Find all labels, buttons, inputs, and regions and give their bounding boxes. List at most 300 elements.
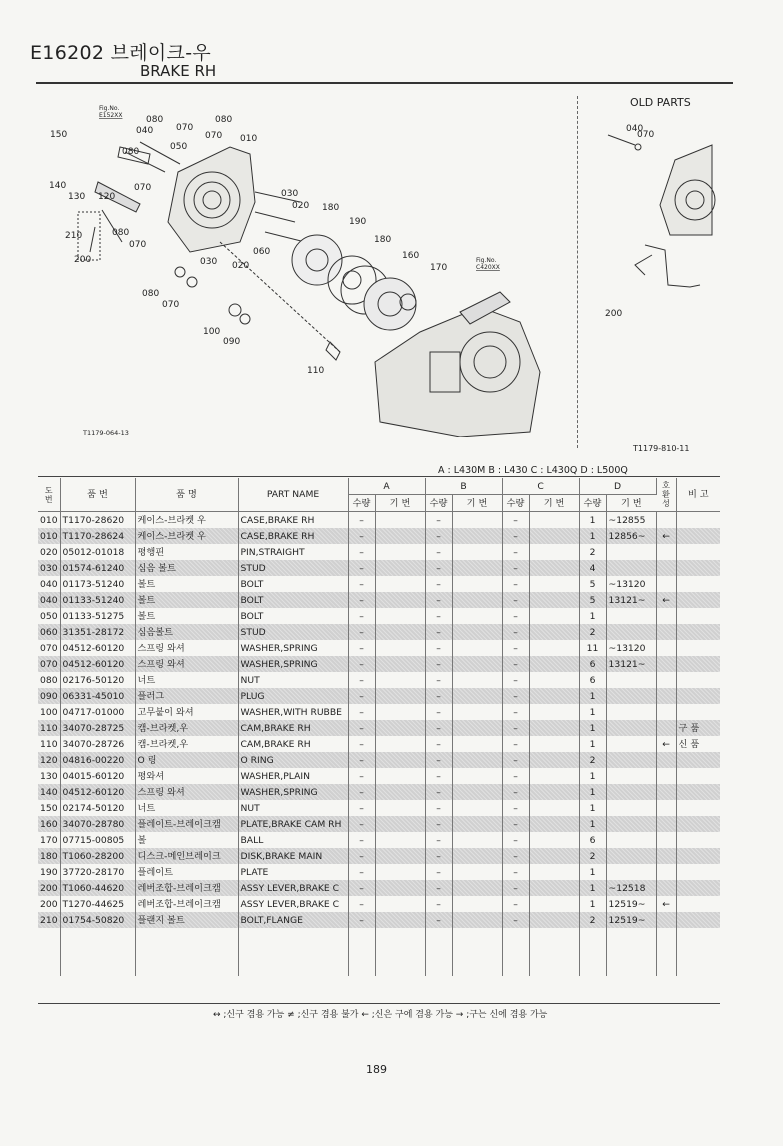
qty-b: – xyxy=(425,704,452,720)
callout-label: 110 xyxy=(307,366,325,376)
compat-mark: ← xyxy=(656,736,676,752)
part-name: PLUG xyxy=(238,688,348,704)
table-row xyxy=(38,672,720,688)
empty-cell xyxy=(348,960,375,976)
serial-d xyxy=(606,608,656,624)
empty-cell xyxy=(38,928,60,944)
qty-a: – xyxy=(348,592,375,608)
name-kr: 케이스-브라켓 우 xyxy=(135,528,238,544)
table-row xyxy=(38,528,720,544)
exploded-parts-diagram xyxy=(40,92,575,437)
serial-c xyxy=(529,896,579,912)
remarks xyxy=(676,704,720,720)
compat-mark: ← xyxy=(656,896,676,912)
header-ref: 도 번 xyxy=(38,478,60,512)
serial-b xyxy=(452,672,502,688)
serial-a xyxy=(375,816,425,832)
empty-cell xyxy=(452,928,502,944)
serial-d xyxy=(606,672,656,688)
qty-b: – xyxy=(425,752,452,768)
part-name: CASE,BRAKE RH xyxy=(238,528,348,544)
serial-b xyxy=(452,704,502,720)
empty-cell xyxy=(529,960,579,976)
serial-a xyxy=(375,704,425,720)
serial-c xyxy=(529,816,579,832)
table-row xyxy=(38,544,720,560)
serial-b xyxy=(452,912,502,928)
serial-b xyxy=(452,800,502,816)
table-row xyxy=(38,656,720,672)
callout-label: 030 xyxy=(281,189,299,199)
qty-d: 2 xyxy=(579,848,606,864)
empty-cell xyxy=(656,960,676,976)
empty-cell xyxy=(452,944,502,960)
compat-mark xyxy=(656,624,676,640)
callout-label: 160 xyxy=(402,251,420,261)
remarks: 신 품 xyxy=(678,738,700,750)
qty-a: – xyxy=(348,560,375,576)
figure-id-left: T1179-064-13 xyxy=(83,429,129,437)
table-row xyxy=(38,912,720,928)
part-number: 34070-28726 xyxy=(60,736,135,752)
qty-a: – xyxy=(348,608,375,624)
qty-d: 6 xyxy=(579,656,606,672)
old-parts-label: OLD PARTS xyxy=(630,96,691,109)
parts-table xyxy=(38,478,720,976)
table-row xyxy=(38,576,720,592)
qty-b: – xyxy=(425,800,452,816)
name-kr: 캠-브라켓,우 xyxy=(135,736,238,752)
part-name: BOLT xyxy=(238,592,348,608)
callout-label: 080 xyxy=(215,115,233,125)
table-bottom-rule xyxy=(38,1003,720,1004)
fig-ref-left-top: Fig.No. xyxy=(99,105,120,112)
compat-mark xyxy=(656,912,676,928)
serial-a xyxy=(375,560,425,576)
serial-c xyxy=(529,560,579,576)
callout-label: 070 xyxy=(205,131,223,141)
remarks xyxy=(676,784,720,800)
remarks xyxy=(676,592,720,608)
name-kr: 너트 xyxy=(135,800,238,816)
part-name: BALL xyxy=(238,832,348,848)
serial-c xyxy=(529,608,579,624)
qty-c: – xyxy=(502,640,529,656)
empty-cell xyxy=(676,960,720,976)
qty-d: 1 xyxy=(579,512,606,529)
serial-a xyxy=(375,720,425,736)
empty-cell xyxy=(38,960,60,976)
callout-label: 020 xyxy=(292,201,310,211)
qty-b: – xyxy=(425,672,452,688)
qty-d: 1 xyxy=(579,800,606,816)
qty-d: 6 xyxy=(579,672,606,688)
ref-number: 110 xyxy=(38,720,60,736)
part-name: STUD xyxy=(238,624,348,640)
serial-b xyxy=(452,736,502,752)
empty-cell xyxy=(656,944,676,960)
qty-d: 1 xyxy=(579,736,606,752)
serial-b xyxy=(452,624,502,640)
remarks xyxy=(676,848,720,864)
fig-ref-right-top: Fig.No. xyxy=(476,257,497,264)
header-name-kr: 품 명 xyxy=(135,478,238,512)
empty-cell xyxy=(579,944,606,960)
compatibility-legend: ↔ ;신구 겸용 가능 ≠ ;신구 겸용 불가 ← ;신은 구에 겸용 가능 → ;구는 신에 겸용 가능 xyxy=(213,1010,548,1020)
table-row xyxy=(38,768,720,784)
qty-a: – xyxy=(348,640,375,656)
compat-mark xyxy=(656,768,676,784)
name-kr: 볼트 xyxy=(135,592,238,608)
serial-a xyxy=(375,800,425,816)
compat-mark xyxy=(656,752,676,768)
qty-c: – xyxy=(502,816,529,832)
qty-b: – xyxy=(425,656,452,672)
qty-c: – xyxy=(502,864,529,880)
qty-a: – xyxy=(348,704,375,720)
part-number: 04512-60120 xyxy=(60,784,135,800)
qty-a: – xyxy=(348,768,375,784)
part-name: ASSY LEVER,BRAKE C xyxy=(238,896,348,912)
qty-d: 1 xyxy=(579,816,606,832)
name-kr: 플러그 xyxy=(135,688,238,704)
compat-mark xyxy=(656,688,676,704)
empty-cell xyxy=(425,944,452,960)
qty-a: – xyxy=(348,912,375,928)
page-title: E16202 브레이크-우 xyxy=(30,42,212,64)
table-row xyxy=(38,800,720,816)
compat-mark xyxy=(656,608,676,624)
ref-number: 160 xyxy=(38,816,60,832)
part-number: 04512-60120 xyxy=(60,640,135,656)
remarks xyxy=(676,896,720,912)
part-number: 01173-51240 xyxy=(60,576,135,592)
header-group-b: B xyxy=(425,478,502,495)
table-row xyxy=(38,560,720,576)
callout-label: 050 xyxy=(170,142,188,152)
remarks xyxy=(676,768,720,784)
qty-d: 2 xyxy=(579,752,606,768)
serial-b xyxy=(452,512,502,529)
compat-mark xyxy=(656,640,676,656)
qty-d: 1 xyxy=(579,704,606,720)
name-kr: 평행핀 xyxy=(135,544,238,560)
qty-d: 4 xyxy=(579,560,606,576)
name-kr: 볼트 xyxy=(135,608,238,624)
empty-cell xyxy=(579,960,606,976)
serial-b xyxy=(452,608,502,624)
serial-d: ~12518 xyxy=(606,880,656,896)
callout-label: 210 xyxy=(65,231,83,241)
qty-b: – xyxy=(425,848,452,864)
empty-cell xyxy=(348,928,375,944)
serial-d: ~12855 xyxy=(606,512,656,529)
serial-c xyxy=(529,912,579,928)
qty-d: 1 xyxy=(579,784,606,800)
callout-label: 190 xyxy=(349,217,367,227)
qty-c: – xyxy=(502,912,529,928)
empty-cell xyxy=(502,944,529,960)
empty-cell xyxy=(375,928,425,944)
name-kr: 플랜지 볼트 xyxy=(135,912,238,928)
empty-cell xyxy=(676,928,720,944)
serial-a xyxy=(375,848,425,864)
remarks xyxy=(676,880,720,896)
name-kr: 고무붙이 와셔 xyxy=(135,704,238,720)
serial-d: 12519~ xyxy=(606,896,656,912)
part-name: PLATE xyxy=(238,864,348,880)
empty-cell xyxy=(606,960,656,976)
part-number: T1270-44625 xyxy=(60,896,135,912)
callout-label: 070 xyxy=(134,183,152,193)
qty-a: – xyxy=(348,864,375,880)
serial-b xyxy=(452,880,502,896)
ref-number: 050 xyxy=(38,608,60,624)
table-row xyxy=(38,896,720,912)
qty-d: 1 xyxy=(579,528,606,544)
part-name: NUT xyxy=(238,800,348,816)
name-kr: 스프링 와셔 xyxy=(135,640,238,656)
serial-a xyxy=(375,896,425,912)
serial-d xyxy=(606,864,656,880)
compat-mark xyxy=(656,816,676,832)
serial-c xyxy=(529,576,579,592)
callout-label: 010 xyxy=(240,134,258,144)
ref-number: 200 xyxy=(38,880,60,896)
empty-cell xyxy=(502,928,529,944)
serial-b xyxy=(452,528,502,544)
qty-b: – xyxy=(425,544,452,560)
table-row xyxy=(38,608,720,624)
qty-b: – xyxy=(425,624,452,640)
callout-label: 140 xyxy=(49,181,67,191)
old-parts-diagram xyxy=(590,115,720,325)
remarks xyxy=(676,608,720,624)
remarks xyxy=(676,640,720,656)
callout-label: 070 xyxy=(129,240,147,250)
serial-c xyxy=(529,688,579,704)
part-number: 34070-28780 xyxy=(60,816,135,832)
qty-c: – xyxy=(502,800,529,816)
empty-cell xyxy=(135,928,238,944)
qty-c: – xyxy=(502,832,529,848)
serial-d xyxy=(606,736,656,752)
empty-cell xyxy=(606,944,656,960)
part-name: STUD xyxy=(238,560,348,576)
ref-number: 030 xyxy=(38,560,60,576)
part-name: WASHER,SPRING xyxy=(238,640,348,656)
qty-d: 1 xyxy=(579,896,606,912)
qty-c: – xyxy=(502,736,529,752)
serial-a xyxy=(375,592,425,608)
callout-label: 100 xyxy=(203,327,221,337)
remarks xyxy=(676,688,720,704)
name-kr: O 링 xyxy=(135,752,238,768)
empty-cell xyxy=(135,944,238,960)
name-kr: 플레이트-브레이크캠 xyxy=(135,816,238,832)
callout-label: 070 xyxy=(162,300,180,310)
serial-a xyxy=(375,656,425,672)
serial-a xyxy=(375,752,425,768)
serial-a xyxy=(375,736,425,752)
serial-b xyxy=(452,592,502,608)
qty-c: – xyxy=(502,672,529,688)
qty-b: – xyxy=(425,528,452,544)
table-row xyxy=(38,720,720,736)
serial-d xyxy=(606,800,656,816)
part-number: 04512-60120 xyxy=(60,656,135,672)
serial-c xyxy=(529,864,579,880)
part-number: 37720-28170 xyxy=(60,864,135,880)
callout-label: 170 xyxy=(430,263,448,273)
part-name: WASHER,SPRING xyxy=(238,784,348,800)
qty-c: – xyxy=(502,848,529,864)
serial-a xyxy=(375,864,425,880)
fig-ref-left-bottom: E152XX xyxy=(99,112,123,119)
compat-mark xyxy=(656,800,676,816)
header-group-c: C xyxy=(502,478,579,495)
serial-d: 13121~ xyxy=(606,592,656,608)
ref-number: 070 xyxy=(38,656,60,672)
qty-b: – xyxy=(425,608,452,624)
part-number: 06331-45010 xyxy=(60,688,135,704)
ref-number: 060 xyxy=(38,624,60,640)
serial-a xyxy=(375,608,425,624)
qty-c: – xyxy=(502,896,529,912)
empty-cell xyxy=(238,960,348,976)
qty-a: – xyxy=(348,624,375,640)
qty-d: 6 xyxy=(579,832,606,848)
name-kr: 스프링 와셔 xyxy=(135,784,238,800)
serial-c xyxy=(529,800,579,816)
remarks xyxy=(676,528,720,544)
serial-a xyxy=(375,832,425,848)
table-row xyxy=(38,736,720,752)
qty-b: – xyxy=(425,912,452,928)
serial-b xyxy=(452,656,502,672)
qty-a: – xyxy=(348,688,375,704)
empty-cell xyxy=(238,928,348,944)
ref-number: 110 xyxy=(38,736,60,752)
serial-d xyxy=(606,544,656,560)
compat-mark xyxy=(656,848,676,864)
old-label-040: 040 xyxy=(626,124,644,134)
table-row xyxy=(38,864,720,880)
qty-b: – xyxy=(425,880,452,896)
header-serial-b: 기 번 xyxy=(452,495,502,512)
qty-d: 5 xyxy=(579,576,606,592)
qty-a: – xyxy=(348,736,375,752)
remarks xyxy=(676,832,720,848)
header-part-name: PART NAME xyxy=(238,478,348,512)
ref-number: 040 xyxy=(38,576,60,592)
qty-a: – xyxy=(348,784,375,800)
remarks xyxy=(676,512,720,529)
qty-c: – xyxy=(502,512,529,529)
part-number: T1060-44620 xyxy=(60,880,135,896)
ref-number: 210 xyxy=(38,912,60,928)
qty-d: 1 xyxy=(579,608,606,624)
qty-b: – xyxy=(425,688,452,704)
serial-b xyxy=(452,848,502,864)
compat-mark xyxy=(656,784,676,800)
qty-d: 1 xyxy=(579,880,606,896)
serial-a xyxy=(375,544,425,560)
qty-c: – xyxy=(502,720,529,736)
part-number: 05012-01018 xyxy=(60,544,135,560)
serial-c xyxy=(529,672,579,688)
figure-id-right: T1179-810-11 xyxy=(633,444,690,453)
ref-number: 090 xyxy=(38,688,60,704)
qty-d: 1 xyxy=(579,864,606,880)
callout-label: 080 xyxy=(146,115,164,125)
part-name: BOLT xyxy=(238,608,348,624)
compat-mark: ← xyxy=(656,528,676,544)
part-number: 01754-50820 xyxy=(60,912,135,928)
name-kr: 케이스-브라켓 우 xyxy=(135,512,238,529)
qty-d: 5 xyxy=(579,592,606,608)
qty-b: – xyxy=(425,864,452,880)
part-number: 31351-28172 xyxy=(60,624,135,640)
qty-b: – xyxy=(425,576,452,592)
empty-cell xyxy=(375,960,425,976)
qty-c: – xyxy=(502,576,529,592)
ref-number: 010 xyxy=(38,512,60,529)
qty-a: – xyxy=(348,848,375,864)
part-number: 01133-51275 xyxy=(60,608,135,624)
serial-c xyxy=(529,656,579,672)
qty-c: – xyxy=(502,752,529,768)
empty-cell xyxy=(135,960,238,976)
header-part-no: 품 번 xyxy=(60,478,135,512)
compat-mark: ← xyxy=(656,592,676,608)
callout-label: 020 xyxy=(232,261,250,271)
qty-b: – xyxy=(425,784,452,800)
header-group-a: A xyxy=(348,478,425,495)
callout-label: 040 xyxy=(136,126,154,136)
part-name: CASE,BRAKE RH xyxy=(238,512,348,529)
part-name: CAM,BRAKE RH xyxy=(238,736,348,752)
qty-c: – xyxy=(502,768,529,784)
serial-a xyxy=(375,640,425,656)
ref-number: 170 xyxy=(38,832,60,848)
compat-mark xyxy=(656,704,676,720)
part-name: NUT xyxy=(238,672,348,688)
ref-number: 100 xyxy=(38,704,60,720)
part-number: T1170-28624 xyxy=(60,528,135,544)
serial-d xyxy=(606,848,656,864)
part-number: 07715-00805 xyxy=(60,832,135,848)
empty-cell xyxy=(502,960,529,976)
name-kr: 심음 볼트 xyxy=(135,560,238,576)
empty-cell xyxy=(579,928,606,944)
table-row xyxy=(38,832,720,848)
callout-label: 070 xyxy=(176,123,194,133)
serial-d xyxy=(606,560,656,576)
parts-table-body xyxy=(38,512,720,977)
ref-number: 140 xyxy=(38,784,60,800)
empty-cell xyxy=(238,944,348,960)
old-parts-divider xyxy=(577,96,578,448)
qty-a: – xyxy=(348,816,375,832)
compat-mark xyxy=(656,544,676,560)
serial-d: 12856~ xyxy=(606,528,656,544)
serial-b xyxy=(452,640,502,656)
remarks xyxy=(676,800,720,816)
remarks xyxy=(676,912,720,928)
serial-c xyxy=(529,720,579,736)
qty-d: 2 xyxy=(579,544,606,560)
